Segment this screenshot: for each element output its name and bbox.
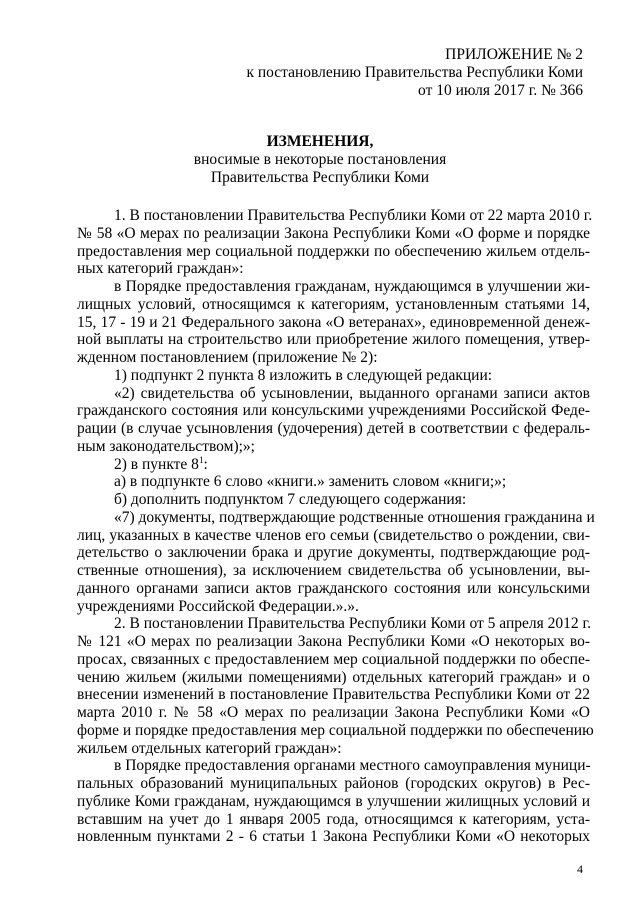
text-line: ным законодательством);»; — [77, 437, 255, 455]
appendix-date: от 10 июля 2017 г. № 366 — [418, 82, 583, 99]
paragraph-6 — [77, 473, 590, 491]
text-line: 15, 17 - 19 и 21 Федерального закона «О ветеранах», единовременной денеж- — [77, 313, 590, 331]
text-line: в Порядке предоставления гражданам, нуждающимся в улучшении жи- — [114, 278, 590, 295]
text-line: учреждениями Российской Федерации.».». — [77, 597, 359, 615]
page-number: 4 — [577, 862, 583, 876]
superscript: 1 — [198, 454, 204, 465]
text-line: 1) подпункт 2 пункта 8 изложить в следующей редакции: — [114, 366, 493, 384]
text-line: публике Коми гражданам, нуждающимся в улучшении жилищных условий и — [77, 792, 590, 810]
paragraph-8 — [77, 508, 595, 616]
text-line: просах, связанных с предоставлением мер социальной поддержки по обеспе- — [77, 650, 590, 668]
paragraph-5 — [77, 456, 590, 474]
text-line: 2. В постановлении Правительства Республики Коми от 5 апреля 2012 г. — [114, 615, 591, 633]
text-line: ственные отношения), за исключением свидетельства об усыновлении, вы- — [77, 562, 590, 579]
text-line: ной выплаты на строительство или приобретение жилого помещения, утвер- — [77, 331, 590, 349]
paragraph-1 — [77, 207, 593, 278]
text-line: вставшим на учет до 1 января 2005 года, относящимся к категориям, уста- — [77, 810, 590, 828]
text-line: жденном постановлением (приложение № 2): — [77, 349, 378, 366]
appendix-header — [246, 46, 583, 100]
document-title — [0, 133, 640, 187]
paragraph-4 — [77, 385, 590, 456]
text-line: форме и порядке предоставления мер социальной поддержки по обеспечению — [77, 721, 594, 739]
text-line: № 58 «О мерах по реализации Закона Республики Коми «О форме и порядке — [77, 224, 590, 242]
text-line: ных категорий граждан»: — [77, 260, 244, 278]
title-subtitle-1: вносимые в некоторые постановления — [193, 151, 447, 168]
appendix-reference: к постановлению Правительства Республики Коми — [246, 64, 583, 81]
text-line: а) в подпункте 6 слово «книги.» заменить словом «книги;»; — [114, 473, 507, 491]
text-line: марта 2010 г. № 58 «О мерах по реализации Закона Республики Коми «О — [77, 704, 590, 721]
text-line: жильем отдельных категорий граждан»: — [77, 739, 342, 757]
text-line: рации (в случае усыновления (удочерения) детей в соответствии с федераль- — [77, 420, 590, 437]
document-body — [77, 207, 595, 846]
paragraph-9 — [77, 615, 594, 757]
text-line: лиц, указанных в качестве членов его семьи (свидетельство о рождении, сви- — [77, 526, 590, 544]
text-line: новленным пунктами 2 - 6 статьи 1 Закона Республики Коми «О некоторых — [77, 828, 590, 846]
text-line: «7) документы, подтверждающие родственные отношения гражданина и — [114, 508, 595, 526]
text-line: б) дополнить подпунктом 7 следующего содержания: — [114, 491, 467, 508]
text-line: 1. В постановлении Правительства Республики Коми от 22 марта 2010 г. — [114, 207, 593, 224]
paragraph-3 — [77, 367, 590, 385]
text-line: данного органами записи актов гражданского состояния или консульскими — [77, 579, 590, 597]
text-line: чению жильем (жилыми помещениями) отдельных категорий граждан» и о — [77, 668, 590, 686]
text-line: «2) свидетельства об усыновлении, выданного органами записи актов — [114, 384, 590, 402]
paragraph-10 — [77, 757, 590, 846]
text-line: гражданского состояния или консульскими учреждениями Российской Феде- — [77, 402, 590, 420]
text-line: внесении изменений в постановление Правительства Республики Коми от 22 — [77, 686, 590, 704]
text-line — [77, 456, 590, 474]
text-line: пальных образований муниципальных районов (городских округов) в Рес- — [77, 775, 590, 792]
text-line: лищных условий, относящимся к категориям, установленным статьями 14, — [77, 295, 590, 313]
appendix-label: ПРИЛОЖЕНИЕ № 2 — [445, 46, 583, 63]
title-subtitle-2: Правительства Республики Коми — [210, 169, 430, 186]
text-fragment: : — [203, 455, 208, 473]
text-line: в Порядке предоставления органами местного самоуправления муници- — [114, 757, 591, 775]
paragraph-2 — [77, 278, 590, 367]
text-line: № 121 «О мерах по реализации Закона Республики Коми «О некоторых во- — [77, 633, 590, 650]
text-line: детельство о заключении брака и другие документы, подтверждающие род- — [77, 544, 590, 562]
paragraph-7 — [77, 491, 590, 509]
text-fragment: 2) в пункте 8 — [114, 455, 199, 473]
text-line: предоставления мер социальной поддержки по обеспечению жильем отдель- — [77, 242, 590, 260]
title-main: ИЗМЕНЕНИЯ, — [266, 133, 374, 150]
